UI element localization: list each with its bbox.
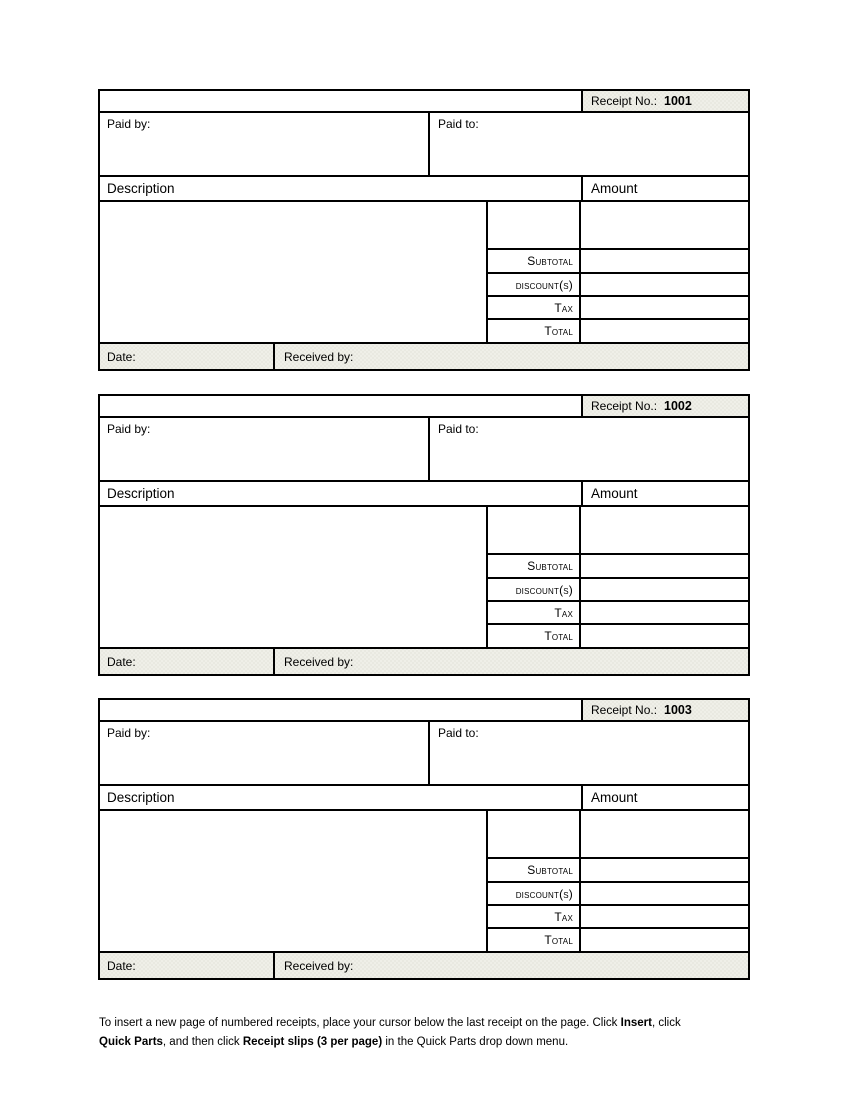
instructions-seg-2: , click [651, 1017, 681, 1029]
received-by-label: Received by: [284, 654, 354, 669]
receipt-slip-1 [98, 89, 750, 371]
tax-label: Tax [554, 909, 573, 924]
discount-label: discount(s) [515, 582, 573, 597]
receipt-slip-3 [98, 698, 750, 980]
receipt-number-value: 1001 [664, 94, 692, 108]
receipt-3-discount-label-cell [488, 883, 579, 906]
receipt-number-value: 1002 [664, 399, 692, 413]
receipt-2-received-by-cell[interactable] [275, 649, 748, 674]
receipt-3-amount-header [583, 786, 748, 809]
receipt-2-header-blank-cell[interactable] [100, 396, 583, 416]
tax-label: Tax [554, 300, 573, 315]
receipt-1-description-header [100, 177, 583, 200]
date-label: Date: [107, 654, 136, 669]
receipt-3-date-cell[interactable] [100, 953, 275, 978]
receipt-2-date-cell[interactable] [100, 649, 275, 674]
receipt-2-tax-label-cell [488, 602, 579, 625]
receipt-2-subtotal-amount-cell[interactable] [581, 555, 748, 579]
receipt-2-number-cell [583, 396, 748, 416]
total-label: Total [544, 933, 573, 947]
receipt-2-amount-header [583, 482, 748, 505]
received-by-label: Received by: [284, 349, 354, 364]
receipt-1-total-label-cell [488, 320, 579, 342]
date-label: Date: [107, 958, 136, 973]
receipt-2-discount-label-cell [488, 579, 579, 602]
receipt-1-header-blank-cell[interactable] [100, 91, 583, 111]
amount-label: Amount [591, 181, 638, 196]
receipt-1-description-body-cell[interactable] [100, 202, 488, 342]
instructions-seg-3: , and then click [162, 1035, 243, 1048]
receipt-1-paid-by-cell[interactable] [100, 113, 430, 175]
receipt-slip-2 [98, 394, 750, 676]
subtotal-label: Subtotal [527, 863, 573, 877]
instructions-seg-4: in the Quick Parts drop down menu. [382, 1035, 569, 1048]
receipt-number-label: Receipt No.: [591, 703, 658, 717]
receipt-2-description-body-cell[interactable] [100, 507, 488, 647]
receipt-1-received-by-cell[interactable] [275, 344, 748, 369]
instructions-text [99, 1014, 799, 1051]
total-label: Total [544, 629, 573, 643]
receipt-3-labels-blank-cell [488, 811, 579, 859]
receipt-1-discount-label-cell [488, 274, 579, 297]
receipt-1-number-cell [583, 91, 748, 111]
instructions-bold-receipt-slips: Receipt slips (3 per page) [242, 1035, 383, 1048]
receipt-1-discount-amount-cell[interactable] [581, 274, 748, 297]
receipt-2-paid-by-cell[interactable] [100, 418, 430, 480]
receipt-3-total-label-cell [488, 929, 579, 951]
tax-label: Tax [554, 605, 573, 620]
discount-label: discount(s) [515, 886, 573, 901]
receipt-2-discount-amount-cell[interactable] [581, 579, 748, 602]
paid-to-label: Paid to: [438, 117, 479, 131]
description-label: Description [107, 181, 175, 196]
receipt-1-subtotal-amount-cell[interactable] [581, 250, 748, 274]
receipt-2-paid-to-cell[interactable] [430, 418, 748, 480]
receipt-3-discount-amount-cell[interactable] [581, 883, 748, 906]
subtotal-label: Subtotal [527, 559, 573, 573]
receipt-3-tax-label-cell [488, 906, 579, 929]
description-label: Description [107, 486, 175, 501]
instructions-bold-insert: Insert [620, 1017, 652, 1029]
receipt-3-subtotal-label-cell [488, 859, 579, 883]
receipt-1-tax-label-cell [488, 297, 579, 320]
paid-by-label: Paid by: [107, 117, 151, 131]
receipt-3-number-cell [583, 700, 748, 720]
receipt-2-total-label-cell [488, 625, 579, 647]
receipt-1-item-amount-cell[interactable] [581, 202, 748, 250]
receipt-3-item-amount-cell[interactable] [581, 811, 748, 859]
receipt-2-total-amount-cell[interactable] [581, 625, 748, 647]
receipt-3-header-blank-cell[interactable] [100, 700, 583, 720]
amount-label: Amount [591, 790, 638, 805]
receipt-1-labels-blank-cell [488, 202, 579, 250]
receipt-1-total-amount-cell[interactable] [581, 320, 748, 342]
receipt-3-description-header [100, 786, 583, 809]
discount-label: discount(s) [515, 277, 573, 292]
receipt-1-date-cell[interactable] [100, 344, 275, 369]
paid-by-label: Paid by: [107, 422, 151, 436]
receipt-2-description-header [100, 482, 583, 505]
description-label: Description [107, 790, 175, 805]
instructions-bold-quick-parts: Quick Parts [99, 1035, 163, 1048]
receipt-3-tax-amount-cell[interactable] [581, 906, 748, 929]
subtotal-label: Subtotal [527, 254, 573, 268]
paid-to-label: Paid to: [438, 726, 479, 740]
receipt-3-description-body-cell[interactable] [100, 811, 488, 951]
receipt-1-paid-to-cell[interactable] [430, 113, 748, 175]
paid-by-label: Paid by: [107, 726, 151, 740]
date-label: Date: [107, 349, 136, 364]
receipt-3-subtotal-amount-cell[interactable] [581, 859, 748, 883]
receipt-number-label: Receipt No.: [591, 399, 658, 413]
received-by-label: Received by: [284, 958, 354, 973]
receipt-3-paid-to-cell[interactable] [430, 722, 748, 784]
receipt-3-received-by-cell[interactable] [275, 953, 748, 978]
receipt-3-total-amount-cell[interactable] [581, 929, 748, 951]
receipt-1-amount-header [583, 177, 748, 200]
receipt-2-labels-blank-cell [488, 507, 579, 555]
receipt-2-tax-amount-cell[interactable] [581, 602, 748, 625]
receipt-1-subtotal-label-cell [488, 250, 579, 274]
instructions-seg-1: To insert a new page of numbered receipts, place your cursor below the last receipt on the page. Click [99, 1017, 621, 1029]
receipt-2-item-amount-cell[interactable] [581, 507, 748, 555]
receipt-number-label: Receipt No.: [591, 94, 658, 108]
receipt-2-subtotal-label-cell [488, 555, 579, 579]
receipt-number-value: 1003 [664, 703, 692, 717]
paid-to-label: Paid to: [438, 422, 479, 436]
receipt-1-tax-amount-cell[interactable] [581, 297, 748, 320]
total-label: Total [544, 324, 573, 338]
receipt-3-paid-by-cell[interactable] [100, 722, 430, 784]
amount-label: Amount [591, 486, 638, 501]
